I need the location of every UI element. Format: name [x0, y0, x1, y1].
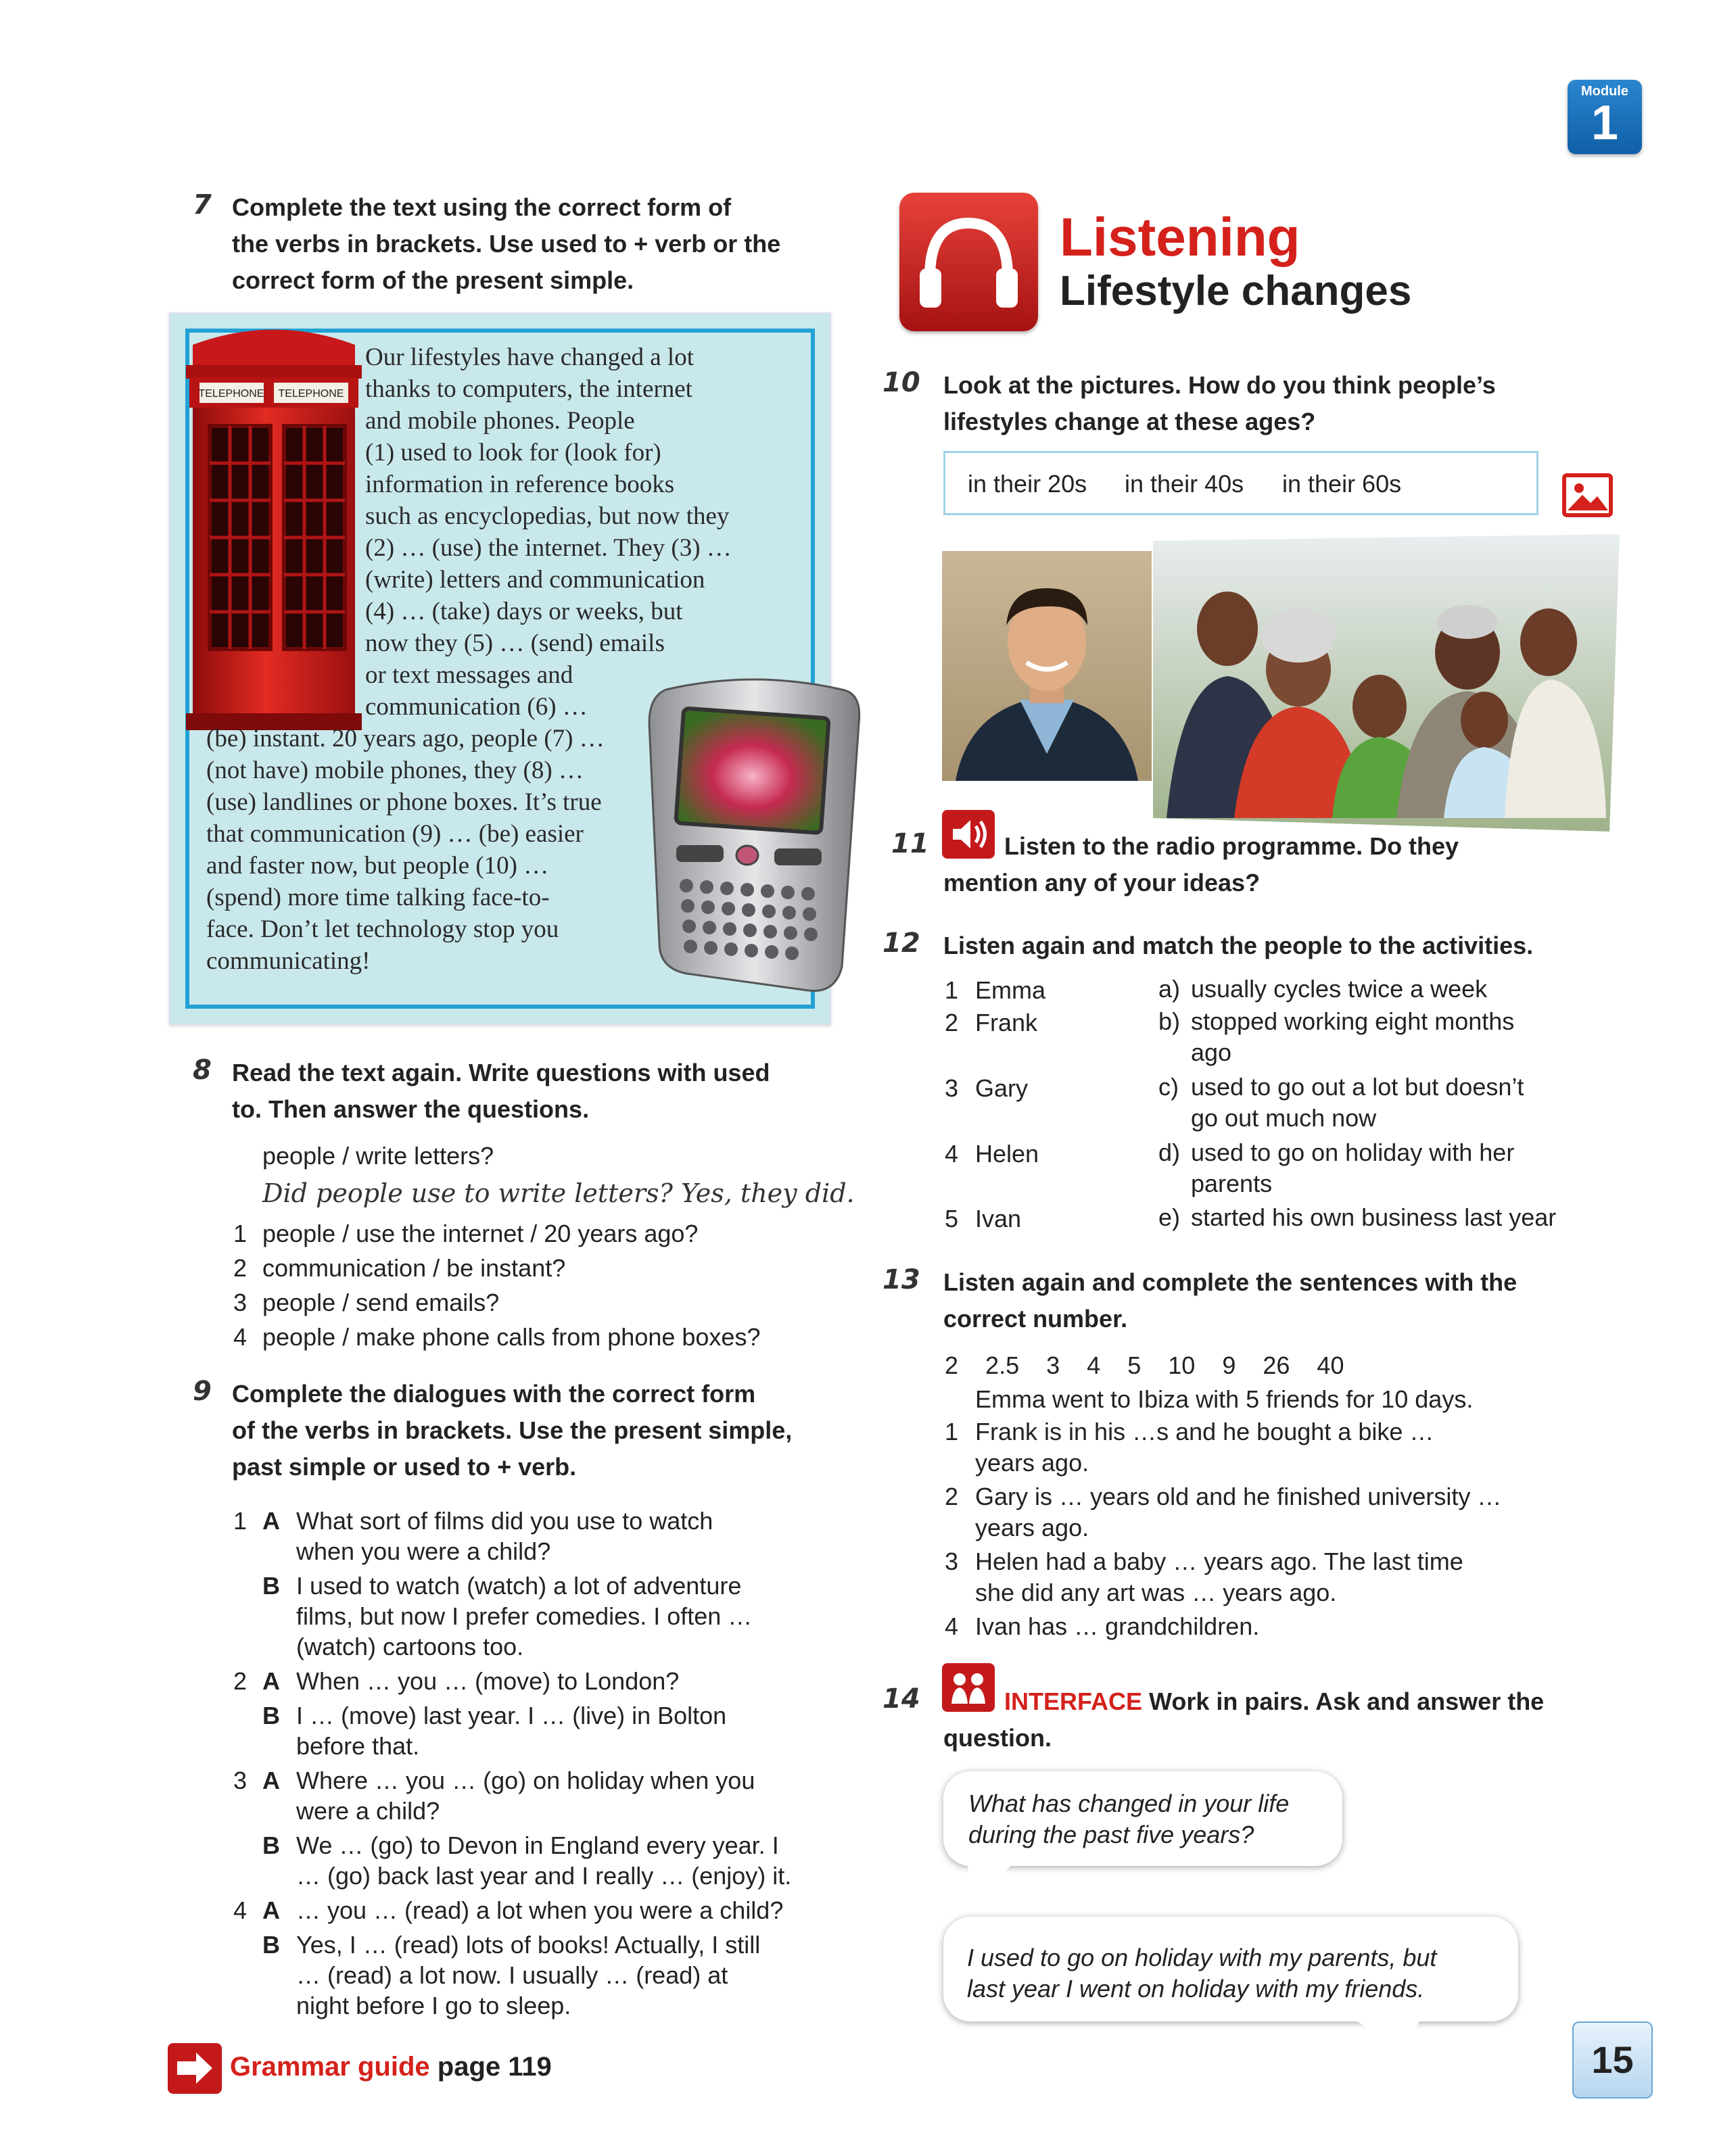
headphones-icon: [899, 193, 1038, 331]
list-item: 3 people / send emails?: [233, 1289, 500, 1316]
dialogue-line: when you were a child?: [296, 1537, 551, 1565]
dialogue-line: B We … (go) to Devon in England every year. I: [262, 1831, 779, 1859]
list-item: 3 Helen had a baby … years ago. The last time she did any art was … years ago.: [945, 1548, 1463, 1606]
family-photo: [1153, 534, 1620, 832]
dialogue-line: night before I go to sleep.: [296, 1992, 571, 2019]
reading-line: face. Don’t let technology stop you: [206, 915, 559, 943]
dialogue-line: … (go) back last year and I really … (enjoy) it.: [296, 1862, 792, 1890]
dialogue-line: B I used to watch (watch) a lot of adventure: [262, 1572, 742, 1600]
telephone-box-image: [172, 318, 375, 737]
reading-line: or text messages and: [365, 661, 573, 689]
exercise-13-example: Emma went to Ibiza with 5 friends for 10 days.: [975, 1385, 1474, 1413]
dialogue-line: 1 A What sort of films did you use to watch: [233, 1507, 713, 1535]
exercise-10-instruction: Look at the pictures. How do you think people’s lifestyles change at these ages?: [943, 371, 1496, 435]
activity-item: e) started his own business last year: [1158, 1203, 1557, 1231]
exercise-8-number: 8: [193, 1055, 212, 1086]
exercise-8-list: [233, 1217, 760, 1355]
dialogue-line: (watch) cartoons too.: [296, 1633, 524, 1660]
activity-item: a) usually cycles twice a week: [1158, 975, 1488, 1003]
phone-box-sign-left: TELEPHONE: [198, 388, 264, 400]
reading-line: (use) landlines or phone boxes. It’s true: [206, 788, 602, 816]
activity-item: c) used to go out a lot but doesn’t go out much now: [1158, 1073, 1524, 1132]
reading-line: communication (6) …: [365, 693, 588, 721]
exercise-11-instruction-line2: mention any of your ideas?: [943, 869, 1261, 896]
exercise-8-instruction: Read the text again. Write questions with used to. Then answer the questions.: [232, 1059, 770, 1123]
module-label: Module: [1581, 84, 1628, 99]
person-item: 4 Helen: [945, 1140, 1039, 1168]
exercise-12-instruction: Listen again and match the people to the activities.: [943, 932, 1534, 959]
audio-icon[interactable]: [942, 810, 995, 859]
module-number: 1: [1591, 96, 1619, 150]
list-item: 2 communication / be instant?: [233, 1254, 566, 1282]
exercise-13-instruction: Listen again and complete the sentences with the correct number.: [943, 1268, 1518, 1333]
dialogue-line: B Yes, I … (read) lots of books! Actually, I still: [262, 1931, 761, 1959]
person-item: 5 Ivan: [945, 1205, 1022, 1232]
exercise-9-number: 9: [193, 1376, 212, 1407]
number-bank: 2 2.5 3 4 5 10 9 26 40: [945, 1351, 1344, 1379]
mobile-phone-image: [639, 676, 872, 997]
reading-line: that communication (9) … (be) easier: [206, 820, 584, 848]
exercise-8-example-question: people / write letters?: [262, 1142, 494, 1170]
section-subtitle: Lifestyle changes: [1060, 268, 1412, 314]
list-item: 1 Frank is in his …s and he bought a bike … years ago.: [945, 1418, 1434, 1477]
reading-line: and faster now, but people (10) …: [206, 852, 549, 880]
speech-bubble-tail: [1353, 2018, 1427, 2059]
grammar-guide-link[interactable]: Grammar guide page 119: [230, 2052, 552, 2082]
reading-line: information in reference books: [365, 471, 675, 498]
list-item: 4 Ivan has … grandchildren.: [945, 1612, 1260, 1640]
phone-box-sign-right: TELEPHONE: [278, 388, 344, 400]
young-man-photo: [942, 551, 1152, 781]
reading-line: (be) instant. 20 years ago, people (7) …: [206, 725, 605, 752]
pair-work-icon: [942, 1663, 995, 1712]
exercise-7-number: 7: [193, 189, 212, 220]
list-item: 1 people / use the internet / 20 years ago?: [233, 1220, 699, 1247]
dialogue-line: 3 A Where … you … (go) on holiday when you: [233, 1767, 755, 1794]
speech-bubble-tail: [967, 1863, 1021, 1903]
reading-line: communicating!: [206, 947, 371, 975]
exercise-8-example-answer: Did people use to write letters? Yes, they did.: [262, 1178, 855, 1208]
exercise-13-number: 13: [883, 1264, 920, 1295]
exercise-11-instruction-line1: Listen to the radio programme. Do they: [1004, 832, 1459, 860]
exercise-10-number: 10: [883, 367, 920, 398]
arrow-icon: [168, 2043, 222, 2094]
section-title: Listening: [1060, 207, 1300, 267]
activity-item: d) used to go on holiday with her parents: [1158, 1139, 1515, 1197]
dialogue-line: were a child?: [296, 1797, 440, 1825]
speech-bubble-question: What has changed in your life during the past five years?: [943, 1771, 1342, 1866]
dialogue-line: … (read) a lot now. I usually … (read) at: [296, 1961, 728, 1989]
speech-bubble-answer: I used to go on holiday with my parents, but last year I went on holiday with my friends.: [943, 1917, 1518, 2021]
exercise-14-instruction-line2: question.: [943, 1724, 1052, 1752]
exercise-11-number: 11: [891, 828, 929, 859]
exercise-7-instruction: Complete the text using the correct form of the verbs in brackets. Use used to + verb or the correct form of the present simple.: [232, 193, 781, 294]
reading-line: (2) … (use) the internet. They (3) …: [365, 534, 732, 562]
person-item: 3 Gary: [945, 1074, 1029, 1102]
reading-line: (not have) mobile phones, they (8) …: [206, 757, 584, 784]
list-item: 2 Gary is … years old and he finished university … years ago.: [945, 1483, 1502, 1541]
age-option: in their 40s: [1125, 470, 1244, 498]
reading-line: (1) used to look for (look for): [365, 439, 661, 466]
reading-line: (spend) more time talking face-to-: [206, 884, 550, 911]
ages-box: [943, 451, 1538, 515]
reading-line: Our lifestyles have changed a lot: [365, 343, 694, 371]
interface-label: INTERFACE: [1004, 1687, 1143, 1715]
dialogue-line: 2 A When … you … (move) to London?: [233, 1667, 680, 1695]
dialogue-line: films, but now I prefer comedies. I often …: [296, 1602, 753, 1630]
person-item: 1 Emma: [945, 976, 1046, 1004]
exercise-12-number: 12: [883, 928, 920, 959]
age-option: in their 20s: [968, 470, 1087, 498]
person-item: 2 Frank: [945, 1009, 1038, 1036]
picture-icon[interactable]: [1562, 473, 1613, 517]
dialogue-line: B I … (move) last year. I … (live) in Bolton: [262, 1702, 727, 1729]
reading-line: (4) … (take) days or weeks, but: [365, 598, 683, 625]
exercise-14-instruction-line1: INTERFACE Work in pairs. Ask and answer the: [1004, 1687, 1545, 1715]
dialogue-line: 4 A … you … (read) a lot when you were a child?: [233, 1896, 784, 1924]
list-item: 4 people / make phone calls from phone boxes?: [233, 1323, 761, 1351]
reading-line: such as encyclopedias, but now they: [365, 502, 730, 530]
exercise-14-number: 14: [883, 1683, 920, 1715]
reading-line: (write) letters and communication: [365, 566, 705, 594]
activity-item: b) stopped working eight months ago: [1158, 1007, 1515, 1066]
page-number: 15: [1572, 2021, 1653, 2099]
reading-line: thanks to computers, the internet: [365, 375, 692, 403]
age-option: in their 60s: [1282, 470, 1402, 498]
reading-line: and mobile phones. People: [365, 407, 635, 435]
dialogue-line: before that.: [296, 1732, 420, 1760]
module-tab: [1568, 80, 1642, 154]
listening-icon-tile: [899, 193, 1038, 331]
reading-line: now they (5) … (send) emails: [365, 629, 665, 657]
exercise-9-instruction: Complete the dialogues with the correct form of the verbs in brackets. Use the present simple, past simple or used to + verb.: [232, 1380, 793, 1481]
